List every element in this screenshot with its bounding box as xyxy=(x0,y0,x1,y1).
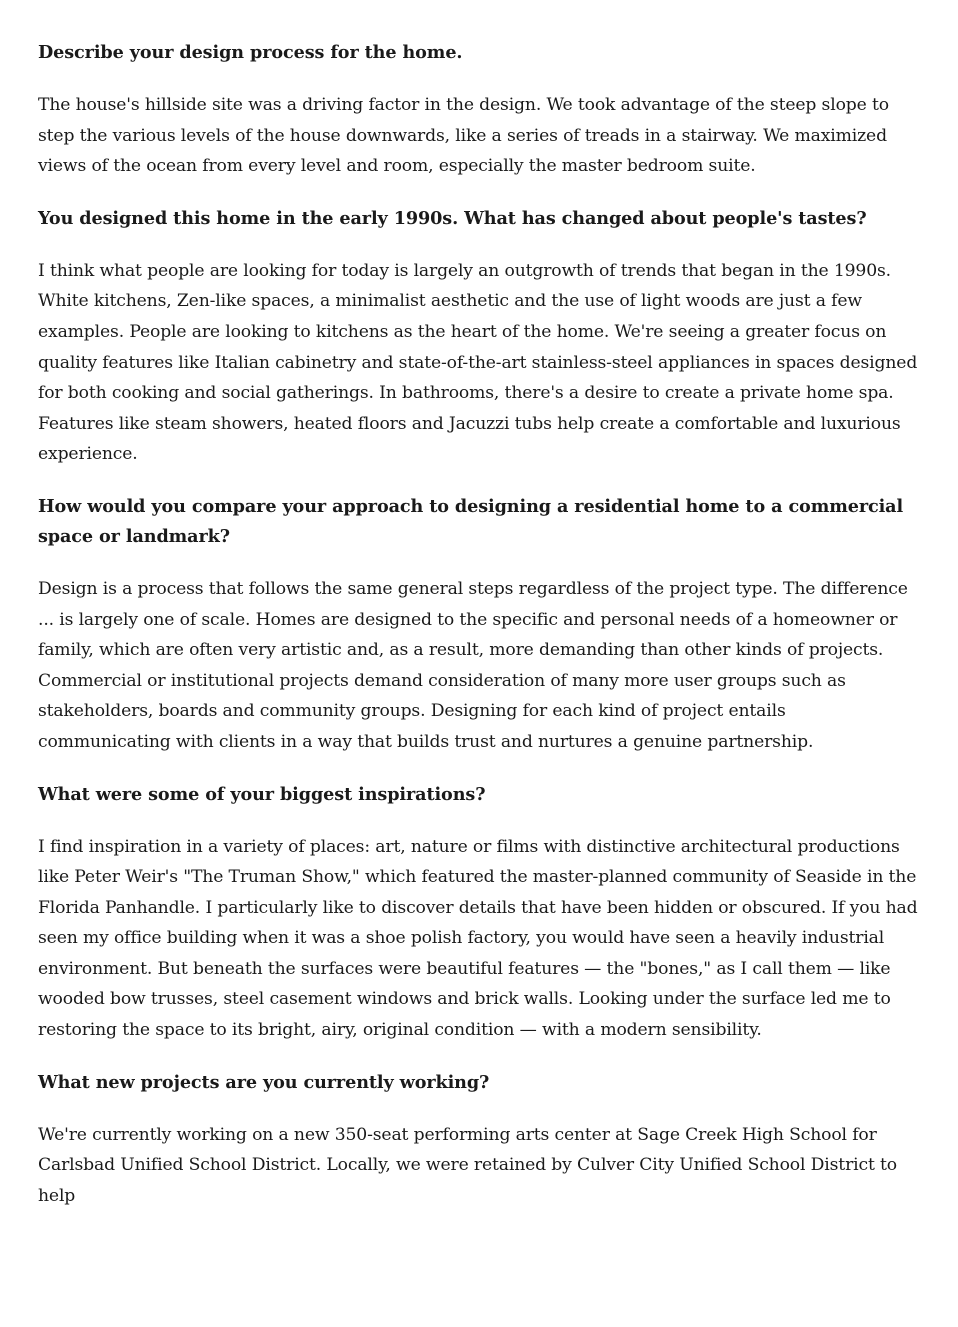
document-page xyxy=(38,38,918,1233)
answer-residential-vs-commercial: Design is a process that follows the same general steps regardless of the project type. The difference ... is largely one of scale. Homes are designed to the specific and personal needs of a homeowner or family, which are often very artistic and, as a result, more demanding than other kinds of projects. Commercial or institutional projects demand consideration of many more user groups such as stakeholders, boards and community groups. Designing for each kind of project entails communicating with clients in a way that builds trust and nurtures a genuine partnership. xyxy=(38,578,908,752)
question-design-process: Describe your design process for the home. xyxy=(38,42,463,63)
question-inspirations: What were some of your biggest inspirations? xyxy=(38,783,486,805)
answer-changing-tastes: I think what people are looking for today is largely an outgrowth of trends that began in the 1990s. White kitchens, Zen-like spaces, a minimalist aesthetic and the use of light woods are just a few examples. People are looking to kitchens as the heart of the home. We're seeing a greater focus on quality features like Italian cabinetry and state-of-the-art stainless-steel appliances in spaces designed for both cooking and social gatherings. In bathrooms, there's a desire to create a private home spa. Features like steam showers, heated floors and Jacuzzi tubs help create a comfortable and luxurious experience. xyxy=(38,260,918,465)
question-residential-vs-commercial: How would you compare your approach to designing a residential home to a commercial space or landmark? xyxy=(38,495,904,547)
answer-inspirations: I find inspiration in a variety of places: art, nature or films with distinctive architectural productions like Peter Weir's "The Truman Show," which featured the master-planned community of Seaside in the Florida Panhandle. I particularly like to discover details that have been hidden or obscured. If you had seen my office building when it was a shoe polish factory, you would have seen a heavily industrial environment. But beneath the surfaces were beautiful features — the "bones," as I call them — like wooded bow trusses, steel casement windows and brick walls. Looking under the surface led me to restoring the space to its bright, airy, original condition — with a modern sensibility. xyxy=(38,836,918,1041)
answer-new-projects: We're currently working on a new 350-seat performing arts center at Sage Creek High School for Carlsbad Unified School District. Locally, we were retained by Culver City Unified School District to help xyxy=(38,1124,897,1206)
question-changing-tastes: You designed this home in the early 1990s. What has changed about people's tastes? xyxy=(38,207,867,229)
answer-design-process: The house's hillside site was a driving factor in the design. We took advantage of the steep slope to step the various levels of the house downwards, like a series of treads in a stairway. We maximized views of the ocean from every level and room, especially the master bedroom suite. xyxy=(38,95,889,177)
question-new-projects: What new projects are you currently working? xyxy=(38,1071,490,1093)
